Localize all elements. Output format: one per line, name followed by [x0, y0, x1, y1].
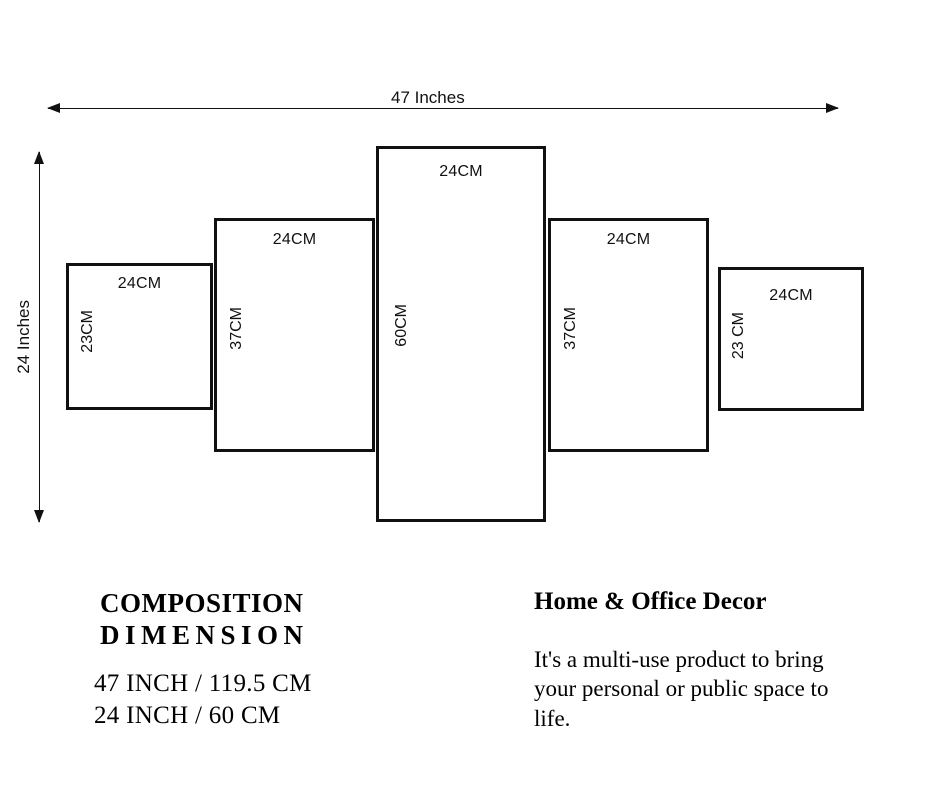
- height-arrow: [39, 152, 40, 522]
- width-arrow: [48, 108, 838, 109]
- panel-3-top-label: 24CM: [439, 163, 483, 180]
- composition-dimension-line-1: 47 INCH / 119.5 CM: [94, 670, 312, 697]
- height-arrow-label: 24 Inches: [14, 300, 33, 374]
- width-arrow-label: 47 Inches: [385, 88, 471, 108]
- panel-5-side-label: 23 CM: [730, 312, 747, 360]
- panel-2-side-label: 37CM: [228, 307, 245, 350]
- panel-4-side-label: 37CM: [562, 307, 579, 350]
- decor-title: Home & Office Decor: [534, 588, 767, 615]
- panel-4: [548, 218, 709, 452]
- panel-2-top-label: 24CM: [272, 231, 317, 248]
- decor-body: It's a multi-use product to bring your personal or public space to life.: [534, 647, 829, 731]
- panel-3: [376, 146, 546, 522]
- panel-5-top-label: 24CM: [769, 287, 813, 304]
- panel-4-top-label: 24CM: [606, 231, 651, 248]
- panel-3-side-label: 60CM: [393, 304, 410, 347]
- panel-1-side-label: 23CM: [79, 310, 96, 353]
- panel-1: [66, 263, 213, 410]
- composition-title-line-1: COMPOSITION: [100, 588, 304, 618]
- panel-1-top-label: 24CM: [117, 275, 162, 292]
- panel-2: [214, 218, 375, 452]
- composition-title-line-2: DIMENSION: [100, 620, 309, 650]
- panel-5: [718, 267, 864, 411]
- composition-dimension-line-2: 24 INCH / 60 CM: [94, 702, 281, 729]
